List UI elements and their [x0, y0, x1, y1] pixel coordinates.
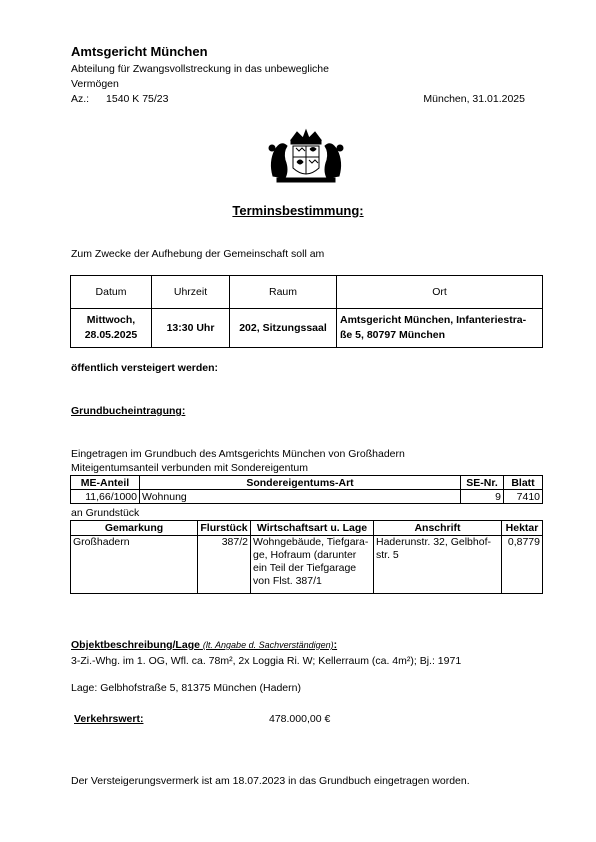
- flurstueck-value: 387/2: [198, 536, 251, 594]
- appointment-date: [71, 309, 152, 348]
- place-date: München, 31.01.2025: [423, 93, 525, 105]
- auction-text: öffentlich versteigert werden:: [71, 362, 219, 374]
- header-anschrift: Anschrift: [374, 521, 502, 536]
- place-line-1: Amtsgericht München, Infanteriestra-: [340, 314, 527, 326]
- header-sondereigentums-art: Sondereigentums-Art: [140, 476, 461, 490]
- market-value-amount: 478.000,00 €: [269, 713, 331, 725]
- wirtschaftsart-line: ein Teil der Tiefgarage: [253, 562, 357, 574]
- header-gemarkung: Gemarkung: [71, 521, 198, 536]
- object-heading-text: Objektbeschreibung/Lage: [71, 639, 200, 651]
- table-header-row: [71, 276, 543, 309]
- appointment-room: 202, Sitzungssaal: [230, 309, 337, 348]
- plot-table: [70, 520, 543, 594]
- document-title: Terminsbestimmung:: [232, 203, 364, 218]
- header-ort: Ort: [337, 276, 543, 309]
- share-text: Miteigentumsanteil verbunden mit Sondereigentum: [71, 462, 308, 474]
- share-table: [70, 475, 543, 504]
- header-raum: Raum: [230, 276, 337, 309]
- se-nr-value: 9: [461, 490, 504, 504]
- table-header-row: [71, 521, 543, 536]
- wirtschaftsart-value: [251, 536, 374, 594]
- wirtschaftsart-line: Wohngebäude, Tiefgara-: [253, 536, 369, 548]
- me-anteil-value: 11,66/1000: [71, 490, 140, 504]
- hektar-value: 0,8779: [502, 536, 543, 594]
- grundbuch-heading: Grundbucheintragung:: [71, 405, 186, 417]
- header-blatt: Blatt: [504, 476, 543, 490]
- appointment-time: 13:30 Uhr: [152, 309, 230, 348]
- header-wirtschaftsart: Wirtschaftsart u. Lage: [251, 521, 374, 536]
- object-heading-colon: :: [333, 639, 338, 651]
- appointment-table: [70, 275, 543, 348]
- registered-text: Eingetragen im Grundbuch des Amtsgerichts München von Großhadern: [71, 448, 405, 460]
- blatt-value: 7410: [504, 490, 543, 504]
- object-heading: [71, 639, 337, 651]
- court-name: Amtsgericht München: [71, 44, 208, 59]
- wirtschaftsart-line: ge, Hofraum (darunter: [253, 549, 357, 561]
- table-row: [71, 309, 543, 348]
- table-header-row: [71, 476, 543, 490]
- court-department: Abteilung für Zwangsvollstreckung in das unbewegliche Vermögen: [71, 63, 329, 90]
- file-number: [71, 93, 183, 105]
- header-uhrzeit: Uhrzeit: [152, 276, 230, 309]
- header-me-anteil: ME-Anteil: [71, 476, 140, 490]
- table-row: [71, 490, 543, 504]
- anschrift-line: str. 5: [376, 549, 399, 561]
- gemarkung-value: Großhadern: [71, 536, 198, 594]
- appointment-place: [337, 309, 543, 348]
- anschrift-value: [374, 536, 502, 594]
- sondereigentums-art-value: Wohnung: [140, 490, 461, 504]
- object-location: Lage: Gelbhofstraße 5, 81375 München (Hadern): [71, 682, 301, 694]
- plot-label: an Grundstück: [71, 507, 140, 519]
- bavarian-coat-of-arms-icon: [263, 126, 349, 186]
- object-description: 3-Zi.-Whg. im 1. OG, Wfl. ca. 78m², 2x Loggia Ri. W; Kellerraum (ca. 4m²); Bj.: 1971: [71, 655, 462, 667]
- market-value-label: Verkehrswert:: [74, 713, 144, 725]
- table-row: [71, 536, 543, 594]
- place-line-2: ße 5, 80797 München: [340, 329, 446, 341]
- object-heading-note: (lt. Angabe d. Sachverständigen): [202, 640, 334, 650]
- header-se-nr: SE-Nr.: [461, 476, 504, 490]
- header-hektar: Hektar: [502, 521, 543, 536]
- auction-note: Der Versteigerungsvermerk ist am 18.07.2023 in das Grundbuch eingetragen worden.: [71, 775, 470, 787]
- header-flurstueck: Flurstück: [198, 521, 251, 536]
- anschrift-line: Haderunstr. 32, Gelbhof-: [376, 536, 491, 548]
- date-value: 28.05.2025: [84, 329, 138, 341]
- wirtschaftsart-line: von Flst. 387/1: [253, 575, 322, 587]
- file-number-value: 1540 K 75/23: [106, 93, 169, 105]
- date-weekday: Mittwoch,: [86, 314, 136, 326]
- header-datum: Datum: [71, 276, 152, 309]
- file-number-label: Az.:: [71, 93, 90, 105]
- purpose-text: Zum Zwecke der Aufhebung der Gemeinschaft soll am: [71, 248, 325, 260]
